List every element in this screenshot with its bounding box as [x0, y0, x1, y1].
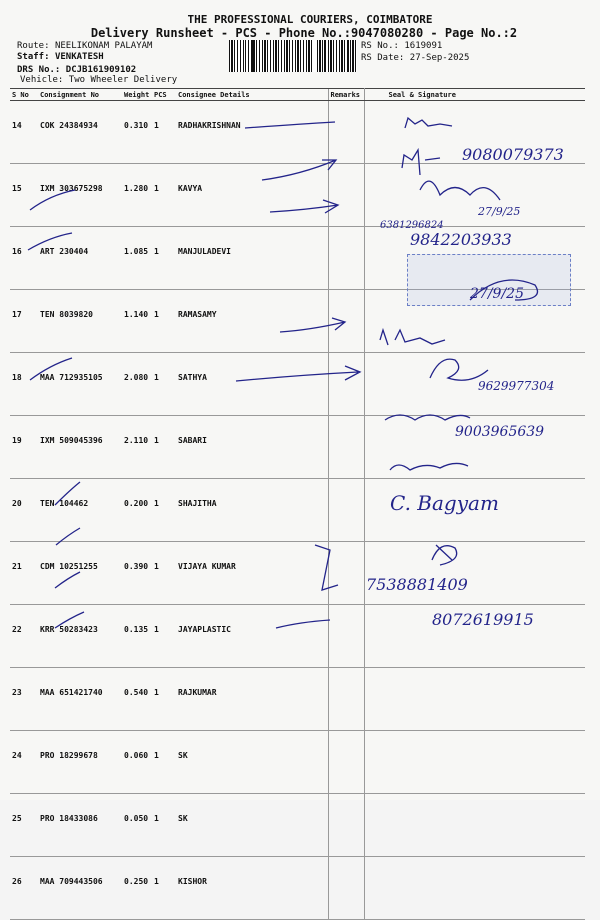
cell-pcs: 1: [152, 668, 176, 731]
col-consignment: Consignment No: [38, 89, 122, 101]
cell-remarks: [328, 164, 364, 227]
cell-seal: [364, 731, 585, 794]
cell-remarks: [328, 857, 364, 920]
hw-date-18: 27/9/25: [470, 286, 524, 302]
cell-consignment: MAA 709443506: [38, 857, 122, 920]
cell-pcs: 1: [152, 731, 176, 794]
cell-consignee: VIJAYA KUMAR: [176, 542, 328, 605]
vehicle-value: Two Wheeler Delivery: [68, 75, 178, 85]
route-value: NEELIKONAM PALAYAM: [54, 41, 153, 51]
cell-sno: 21: [10, 542, 38, 605]
cell-seal: [364, 668, 585, 731]
table-header-row: [10, 89, 585, 101]
cell-seal: [364, 605, 585, 668]
cell-seal: [364, 416, 585, 479]
cell-pcs: 1: [152, 605, 176, 668]
route-label: Route:: [17, 41, 50, 51]
hw-phone-16: 6381296824: [380, 220, 444, 231]
cell-remarks: [328, 290, 364, 353]
cell-seal: [364, 164, 585, 227]
cell-sno: 19: [10, 416, 38, 479]
cell-pcs: 1: [152, 794, 176, 857]
cell-consignee: SATHYA: [176, 353, 328, 416]
drs-label: DRS No.:: [17, 65, 61, 75]
cell-consignment: PRO 18299678: [38, 731, 122, 794]
receiver-stamp: [407, 254, 571, 306]
col-remarks: Remarks: [328, 89, 364, 101]
cell-pcs: 1: [152, 290, 176, 353]
staff-label: Staff:: [17, 52, 50, 62]
cell-weight: 2.080: [122, 353, 152, 416]
hw-phone-21: 9003965639: [455, 424, 545, 440]
cell-seal: [364, 794, 585, 857]
cell-seal: [364, 101, 585, 164]
delivery-table: [10, 88, 585, 920]
cell-weight: 0.310: [122, 101, 152, 164]
cell-pcs: 1: [152, 101, 176, 164]
cell-weight: 0.250: [122, 857, 152, 920]
company-title: THE PROFESSIONAL COURIERS, COIMBATORE: [187, 13, 433, 26]
cell-consignee: JAYAPLASTIC: [176, 605, 328, 668]
staff-line: [17, 52, 104, 62]
table-row: [10, 542, 585, 605]
cell-sno: 20: [10, 479, 38, 542]
cell-seal: [364, 857, 585, 920]
cell-weight: 1.140: [122, 290, 152, 353]
cell-sno: 24: [10, 731, 38, 794]
cell-consignee: KISHOR: [176, 857, 328, 920]
table-row: [10, 353, 585, 416]
cell-pcs: 1: [152, 227, 176, 290]
cell-consignment: COK 24384934: [38, 101, 122, 164]
drs-value: DCJB161909102: [65, 65, 137, 75]
cell-pcs: 1: [152, 479, 176, 542]
cell-pcs: 1: [152, 353, 176, 416]
cell-sno: 25: [10, 794, 38, 857]
cell-sno: 26: [10, 857, 38, 920]
cell-weight: 0.135: [122, 605, 152, 668]
rs-no-line: [361, 41, 442, 51]
cell-remarks: [328, 479, 364, 542]
rs-date-label: RS Date:: [361, 53, 405, 63]
drs-line: [17, 65, 136, 75]
cell-remarks: [328, 605, 364, 668]
cell-remarks: [328, 668, 364, 731]
cell-consignment: IXM 509045396: [38, 416, 122, 479]
rs-no-value: 1619091: [404, 41, 443, 51]
hw-phone-25: 7538881409: [366, 575, 468, 594]
col-consignee: Consignee Details: [176, 89, 328, 101]
cell-sno: 15: [10, 164, 38, 227]
cell-consignee: RAMASAMY: [176, 290, 328, 353]
hw-phone-20: 9629977304: [478, 379, 555, 393]
hw-phone-26: 8072619915: [432, 610, 534, 629]
hw-phone-15: 9080079373: [462, 145, 564, 164]
cell-remarks: [328, 227, 364, 290]
route-line: [17, 41, 152, 51]
col-seal: Seal & Signature: [364, 89, 585, 101]
cell-remarks: [328, 416, 364, 479]
barcode-image: [229, 40, 357, 72]
rs-no-label: RS No.:: [361, 41, 399, 51]
cell-consignment: TEN 8039820: [38, 290, 122, 353]
cell-remarks: [328, 353, 364, 416]
cell-weight: 0.060: [122, 731, 152, 794]
table-row: [10, 857, 585, 920]
table-row: [10, 794, 585, 857]
cell-consignee: SABARI: [176, 416, 328, 479]
cell-remarks: [328, 794, 364, 857]
cell-remarks: [328, 101, 364, 164]
cell-pcs: 1: [152, 542, 176, 605]
cell-weight: 0.390: [122, 542, 152, 605]
cell-consignment: MAA 712935105: [38, 353, 122, 416]
col-sno: S No: [10, 89, 38, 101]
vehicle-line: [20, 75, 177, 85]
cell-consignment: KRR 50283423: [38, 605, 122, 668]
cell-consignee: SHAJITHA: [176, 479, 328, 542]
table-row: [10, 605, 585, 668]
hw-phone-17: 9842203933: [410, 230, 512, 249]
vehicle-label: Vehicle:: [20, 75, 64, 85]
cell-consignee: RAJKUMAR: [176, 668, 328, 731]
cell-sno: 17: [10, 290, 38, 353]
cell-seal: [364, 353, 585, 416]
cell-seal: [364, 542, 585, 605]
hw-name-23: C. Bagyam: [390, 491, 499, 515]
hw-date-16: 27/9/25: [478, 205, 521, 218]
cell-pcs: 1: [152, 416, 176, 479]
cell-consignment: ART 230404: [38, 227, 122, 290]
cell-weight: 0.200: [122, 479, 152, 542]
cell-consignee: RADHAKRISHNAN: [176, 101, 328, 164]
cell-remarks: [328, 542, 364, 605]
cell-consignee: SK: [176, 731, 328, 794]
table-row: [10, 164, 585, 227]
cell-consignment: PRO 18433086: [38, 794, 122, 857]
rs-date-value: 27-Sep-2025: [409, 53, 470, 63]
cell-sno: 22: [10, 605, 38, 668]
cell-weight: 1.280: [122, 164, 152, 227]
cell-consignee: SK: [176, 794, 328, 857]
cell-weight: 0.540: [122, 668, 152, 731]
staff-value: VENKATESH: [54, 52, 104, 62]
col-weight: Weight: [122, 89, 152, 101]
table-row: [10, 479, 585, 542]
cell-sno: 14: [10, 101, 38, 164]
cell-pcs: 1: [152, 164, 176, 227]
cell-pcs: 1: [152, 857, 176, 920]
cell-seal: [364, 479, 585, 542]
table-row: [10, 668, 585, 731]
cell-consignment: TEN 104462: [38, 479, 122, 542]
cell-weight: 1.085: [122, 227, 152, 290]
col-pcs: PCS: [152, 89, 176, 101]
rs-date-line: [361, 53, 469, 63]
cell-consignee: KAVYA: [176, 164, 328, 227]
runsheet-subtitle: Delivery Runsheet - PCS - Phone No.:9047080280 - Page No.:2: [90, 26, 518, 40]
table-row: [10, 416, 585, 479]
cell-remarks: [328, 731, 364, 794]
cell-consignee: MANJULADEVI: [176, 227, 328, 290]
cell-consignment: CDM 10251255: [38, 542, 122, 605]
cell-sno: 23: [10, 668, 38, 731]
cell-consignment: IXM 303675298: [38, 164, 122, 227]
cell-sno: 16: [10, 227, 38, 290]
cell-consignment: MAA 651421740: [38, 668, 122, 731]
cell-sno: 18: [10, 353, 38, 416]
cell-weight: 2.110: [122, 416, 152, 479]
table-row: [10, 731, 585, 794]
cell-weight: 0.050: [122, 794, 152, 857]
table-row: [10, 101, 585, 164]
